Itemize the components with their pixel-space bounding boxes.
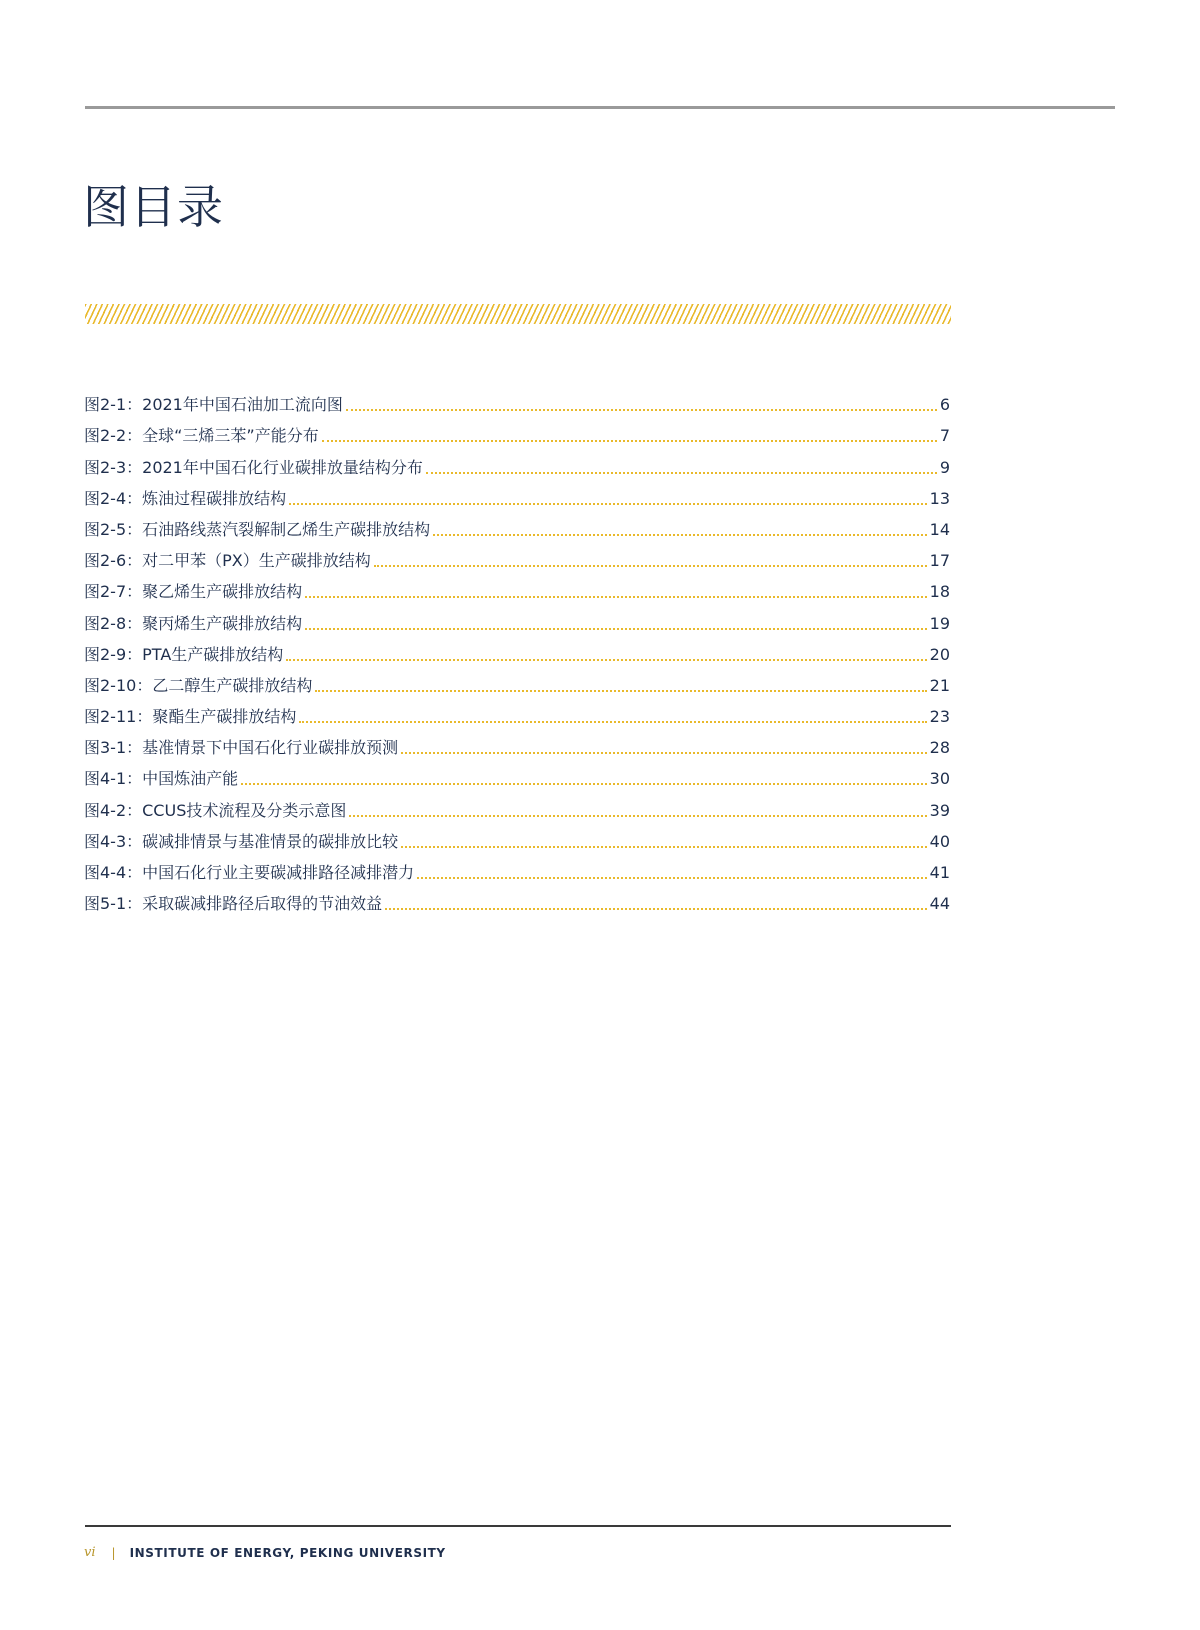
toc-entry-page-number: 17 [929, 551, 950, 571]
toc-dot-leader [322, 440, 937, 442]
toc-entry-page-number: 39 [929, 800, 950, 820]
toc-dot-leader [401, 752, 927, 754]
toc-dot-leader [349, 815, 926, 817]
toc-entry[interactable] [84, 446, 950, 477]
toc-entry-label: 图2-1：2021年中国石油加工流向图 [84, 395, 343, 415]
toc-entry[interactable] [84, 727, 950, 758]
toc-dot-leader [289, 503, 927, 505]
toc-entry[interactable] [84, 540, 950, 571]
toc-entry[interactable] [84, 821, 950, 852]
toc-entry-page-number: 23 [929, 707, 950, 727]
toc-entry-page-number: 14 [929, 519, 950, 539]
footer-organization: INSTITUTE OF ENERGY, PEKING UNIVERSITY [129, 1545, 446, 1560]
toc-entry[interactable] [84, 602, 950, 633]
toc-entry-label: 图2-3：2021年中国石化行业碳排放量结构分布 [84, 457, 423, 477]
toc-entry-page-number: 13 [929, 488, 950, 508]
toc-entry-label: 图4-3：碳减排情景与基准情景的碳排放比较 [84, 831, 399, 851]
toc-entry[interactable] [84, 883, 950, 914]
toc-dot-leader [241, 783, 927, 785]
toc-dot-leader [346, 409, 937, 411]
toc-entry-page-number: 7 [939, 426, 950, 446]
footer [84, 1545, 446, 1560]
toc-entry-label: 图2-7：聚乙烯生产碳排放结构 [84, 582, 303, 602]
toc-entry-page-number: 28 [929, 738, 950, 758]
toc-entry-page-number: 41 [929, 863, 950, 882]
toc-dot-leader [374, 565, 927, 567]
toc-entry-label: 图2-11：聚酯生产碳排放结构 [84, 707, 297, 727]
toc-dot-leader [426, 472, 937, 474]
toc-entry[interactable] [84, 415, 950, 446]
toc-entry-page-number: 20 [929, 644, 950, 664]
toc-entry-label: 图2-6：对二甲苯（PX）生产碳排放结构 [84, 551, 371, 571]
toc-entry-page-number: 44 [929, 894, 950, 914]
toc-entry-page-number: 21 [929, 675, 950, 695]
toc-entry-label: 图3-1：基准情景下中国石化行业碳排放预测 [84, 738, 399, 758]
toc-entry[interactable] [84, 478, 950, 509]
toc-entry-page-number: 18 [929, 582, 950, 602]
toc-entry-label: 图2-9：PTA生产碳排放结构 [84, 644, 284, 664]
toc-dot-leader [401, 846, 927, 848]
figure-list [84, 384, 950, 914]
toc-entry[interactable] [84, 509, 950, 540]
footer-page-number: vi [84, 1545, 96, 1560]
toc-entry-page-number: 40 [929, 831, 950, 851]
decorative-hatch-band [85, 304, 951, 324]
toc-entry-page-number: 19 [929, 613, 950, 633]
toc-entry[interactable] [84, 665, 950, 696]
toc-entry-label: 图4-1：中国炼油产能 [84, 769, 239, 789]
toc-dot-leader [305, 596, 927, 598]
toc-entry[interactable] [84, 571, 950, 602]
toc-dot-leader [433, 534, 927, 536]
toc-entry[interactable] [84, 852, 950, 883]
toc-entry-page-number: 30 [929, 769, 950, 789]
toc-dot-leader [299, 721, 926, 723]
toc-entry-label: 图4-4：中国石化行业主要碳减排路径减排潜力 [84, 863, 415, 882]
toc-entry-label: 图2-4：炼油过程碳排放结构 [84, 488, 287, 508]
toc-dot-leader [286, 659, 926, 661]
footer-separator: | [111, 1545, 116, 1560]
toc-entry[interactable] [84, 696, 950, 727]
toc-dot-leader [305, 628, 927, 630]
toc-dot-leader [385, 908, 927, 910]
toc-dot-leader [315, 690, 926, 692]
toc-entry[interactable] [84, 384, 950, 415]
toc-dot-leader [417, 877, 927, 879]
bottom-rule [85, 1525, 951, 1527]
toc-entry-label: 图2-10：乙二醇生产碳排放结构 [84, 675, 313, 695]
toc-entry[interactable] [84, 634, 950, 665]
toc-entry-label: 图2-8：聚丙烯生产碳排放结构 [84, 613, 303, 633]
toc-entry-label: 图2-2：全球“三烯三苯”产能分布 [84, 426, 319, 446]
top-rule [85, 106, 1115, 109]
toc-entry[interactable] [84, 758, 950, 789]
toc-entry-label: 图4-2：CCUS技术流程及分类示意图 [84, 800, 347, 820]
toc-entry-label: 图5-1：采取碳减排路径后取得的节油效益 [84, 894, 383, 914]
page-title: 图目录 [83, 180, 224, 234]
toc-entry-label: 图2-5：石油路线蒸汽裂解制乙烯生产碳排放结构 [84, 519, 431, 539]
toc-entry-page-number: 6 [939, 395, 950, 415]
toc-entry-page-number: 9 [939, 457, 950, 477]
toc-entry[interactable] [84, 789, 950, 820]
